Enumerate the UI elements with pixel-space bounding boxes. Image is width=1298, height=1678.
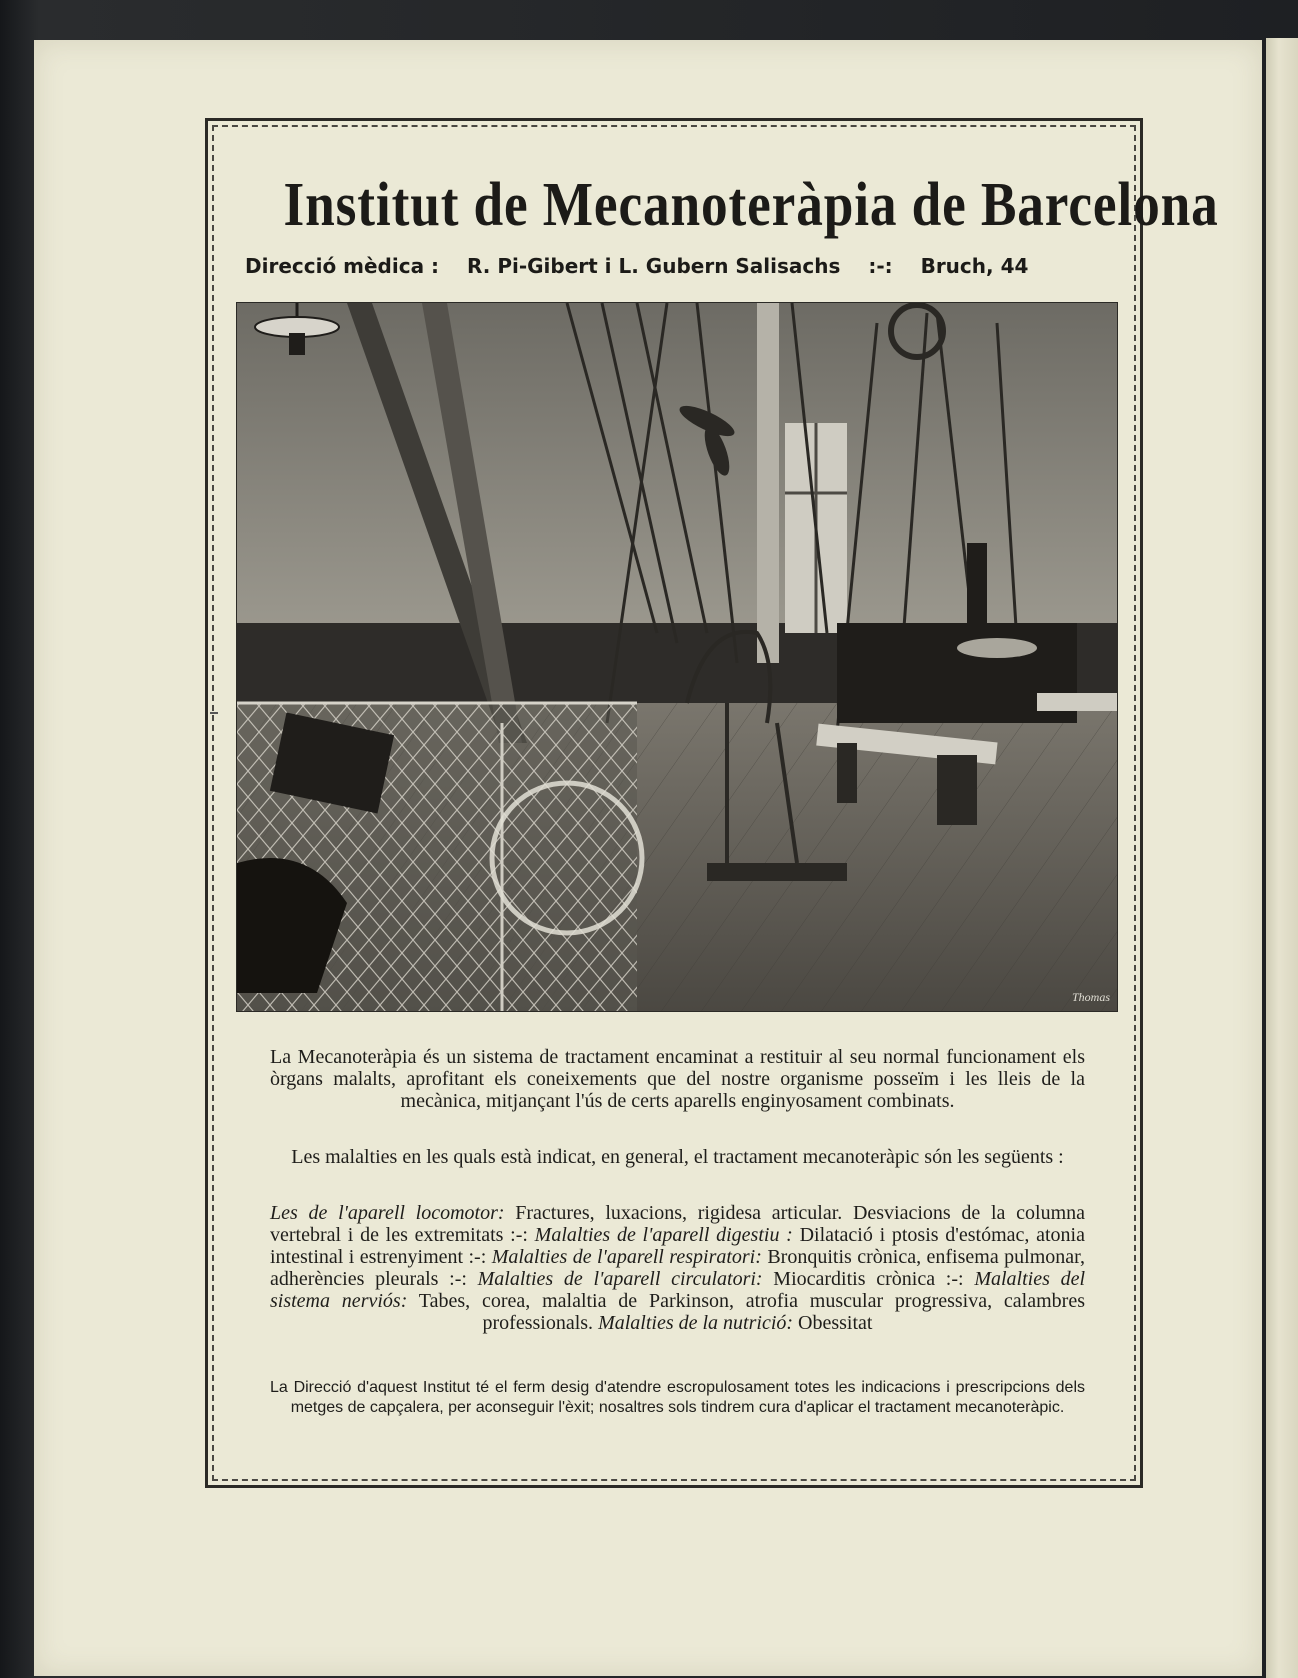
- indication-text: Bronquitis crònica, enfisema pulmonar, adherències pleurals :-:: [270, 1246, 1085, 1290]
- address: Bruch, 44: [920, 254, 1029, 278]
- indication-heading: Malalties de l'aparell digestiu :: [534, 1224, 793, 1246]
- indication-text: Tabes, corea, malaltia de Parkinson, atrofia muscular progressiva, calambres professionals.: [407, 1290, 1085, 1334]
- mechanotherapy-room-photo: [236, 302, 1118, 1012]
- indication-text: Dilatació i ptosis d'estómac, atonia intestinal i estrenyiment :-:: [270, 1224, 1085, 1268]
- margin-mark: [210, 712, 218, 714]
- indication-text: Fractures, luxacions, rigidesa articular. Desviacions de la columna vertebral i de les extremitats :-:: [270, 1202, 1086, 1246]
- intro-paragraph: La Mecanoteràpia és un sistema de tractament encaminat a restituir al seu normal funcionament els òrgans malalts, aprofitant els coneixements que del nostre organisme posseïm i les lleis de la mecànica, mitjançant l'ús de certs aparells enginyosament combinats.: [270, 1046, 1085, 1112]
- photo-illustration: [237, 303, 1117, 1011]
- doctor-names: R. Pi-Gibert i L. Gubern Salisachs: [466, 254, 841, 278]
- adjacent-page-edge: [1266, 38, 1298, 1678]
- indication-heading: Malalties de l'aparell circulatori:: [477, 1268, 763, 1290]
- indication-heading: Malalties de l'aparell respiratori:: [491, 1246, 762, 1268]
- closing-paragraph: La Direcció d'aquest Institut té el ferm desig d'atendre escropulosament totes les indicacions i prescripcions dels metges de capçalera, per aconseguir l'èxit; nosaltres sols tindrem cura d'aplicar el tractament mecanoteràpic.: [270, 1379, 1085, 1416]
- indication-heading: Malalties del sistema nerviós:: [270, 1268, 1086, 1312]
- indication-heading: Malalties de la nutrició:: [598, 1312, 794, 1334]
- separator-ornament: :-:: [868, 254, 893, 278]
- page-title: Institut de Mecanoteràpia de Barcelona: [283, 171, 1219, 239]
- photo-signature: Thomas: [1072, 990, 1111, 1004]
- indications-intro-paragraph: Les malalties en les quals està indicat, en general, el tractament mecanoteràpic són les següents :: [291, 1146, 1064, 1168]
- direction-label: Direcció mèdica :: [245, 254, 440, 278]
- indications-paragraph: [270, 1202, 1085, 1334]
- indication-text: Obessitat: [793, 1312, 873, 1334]
- indication-heading: Les de l'aparell locomotor:: [270, 1202, 505, 1224]
- photo-column: [757, 303, 779, 663]
- indication-text: Miocarditis crònica :-:: [762, 1268, 975, 1290]
- medical-direction-line: [245, 248, 1085, 284]
